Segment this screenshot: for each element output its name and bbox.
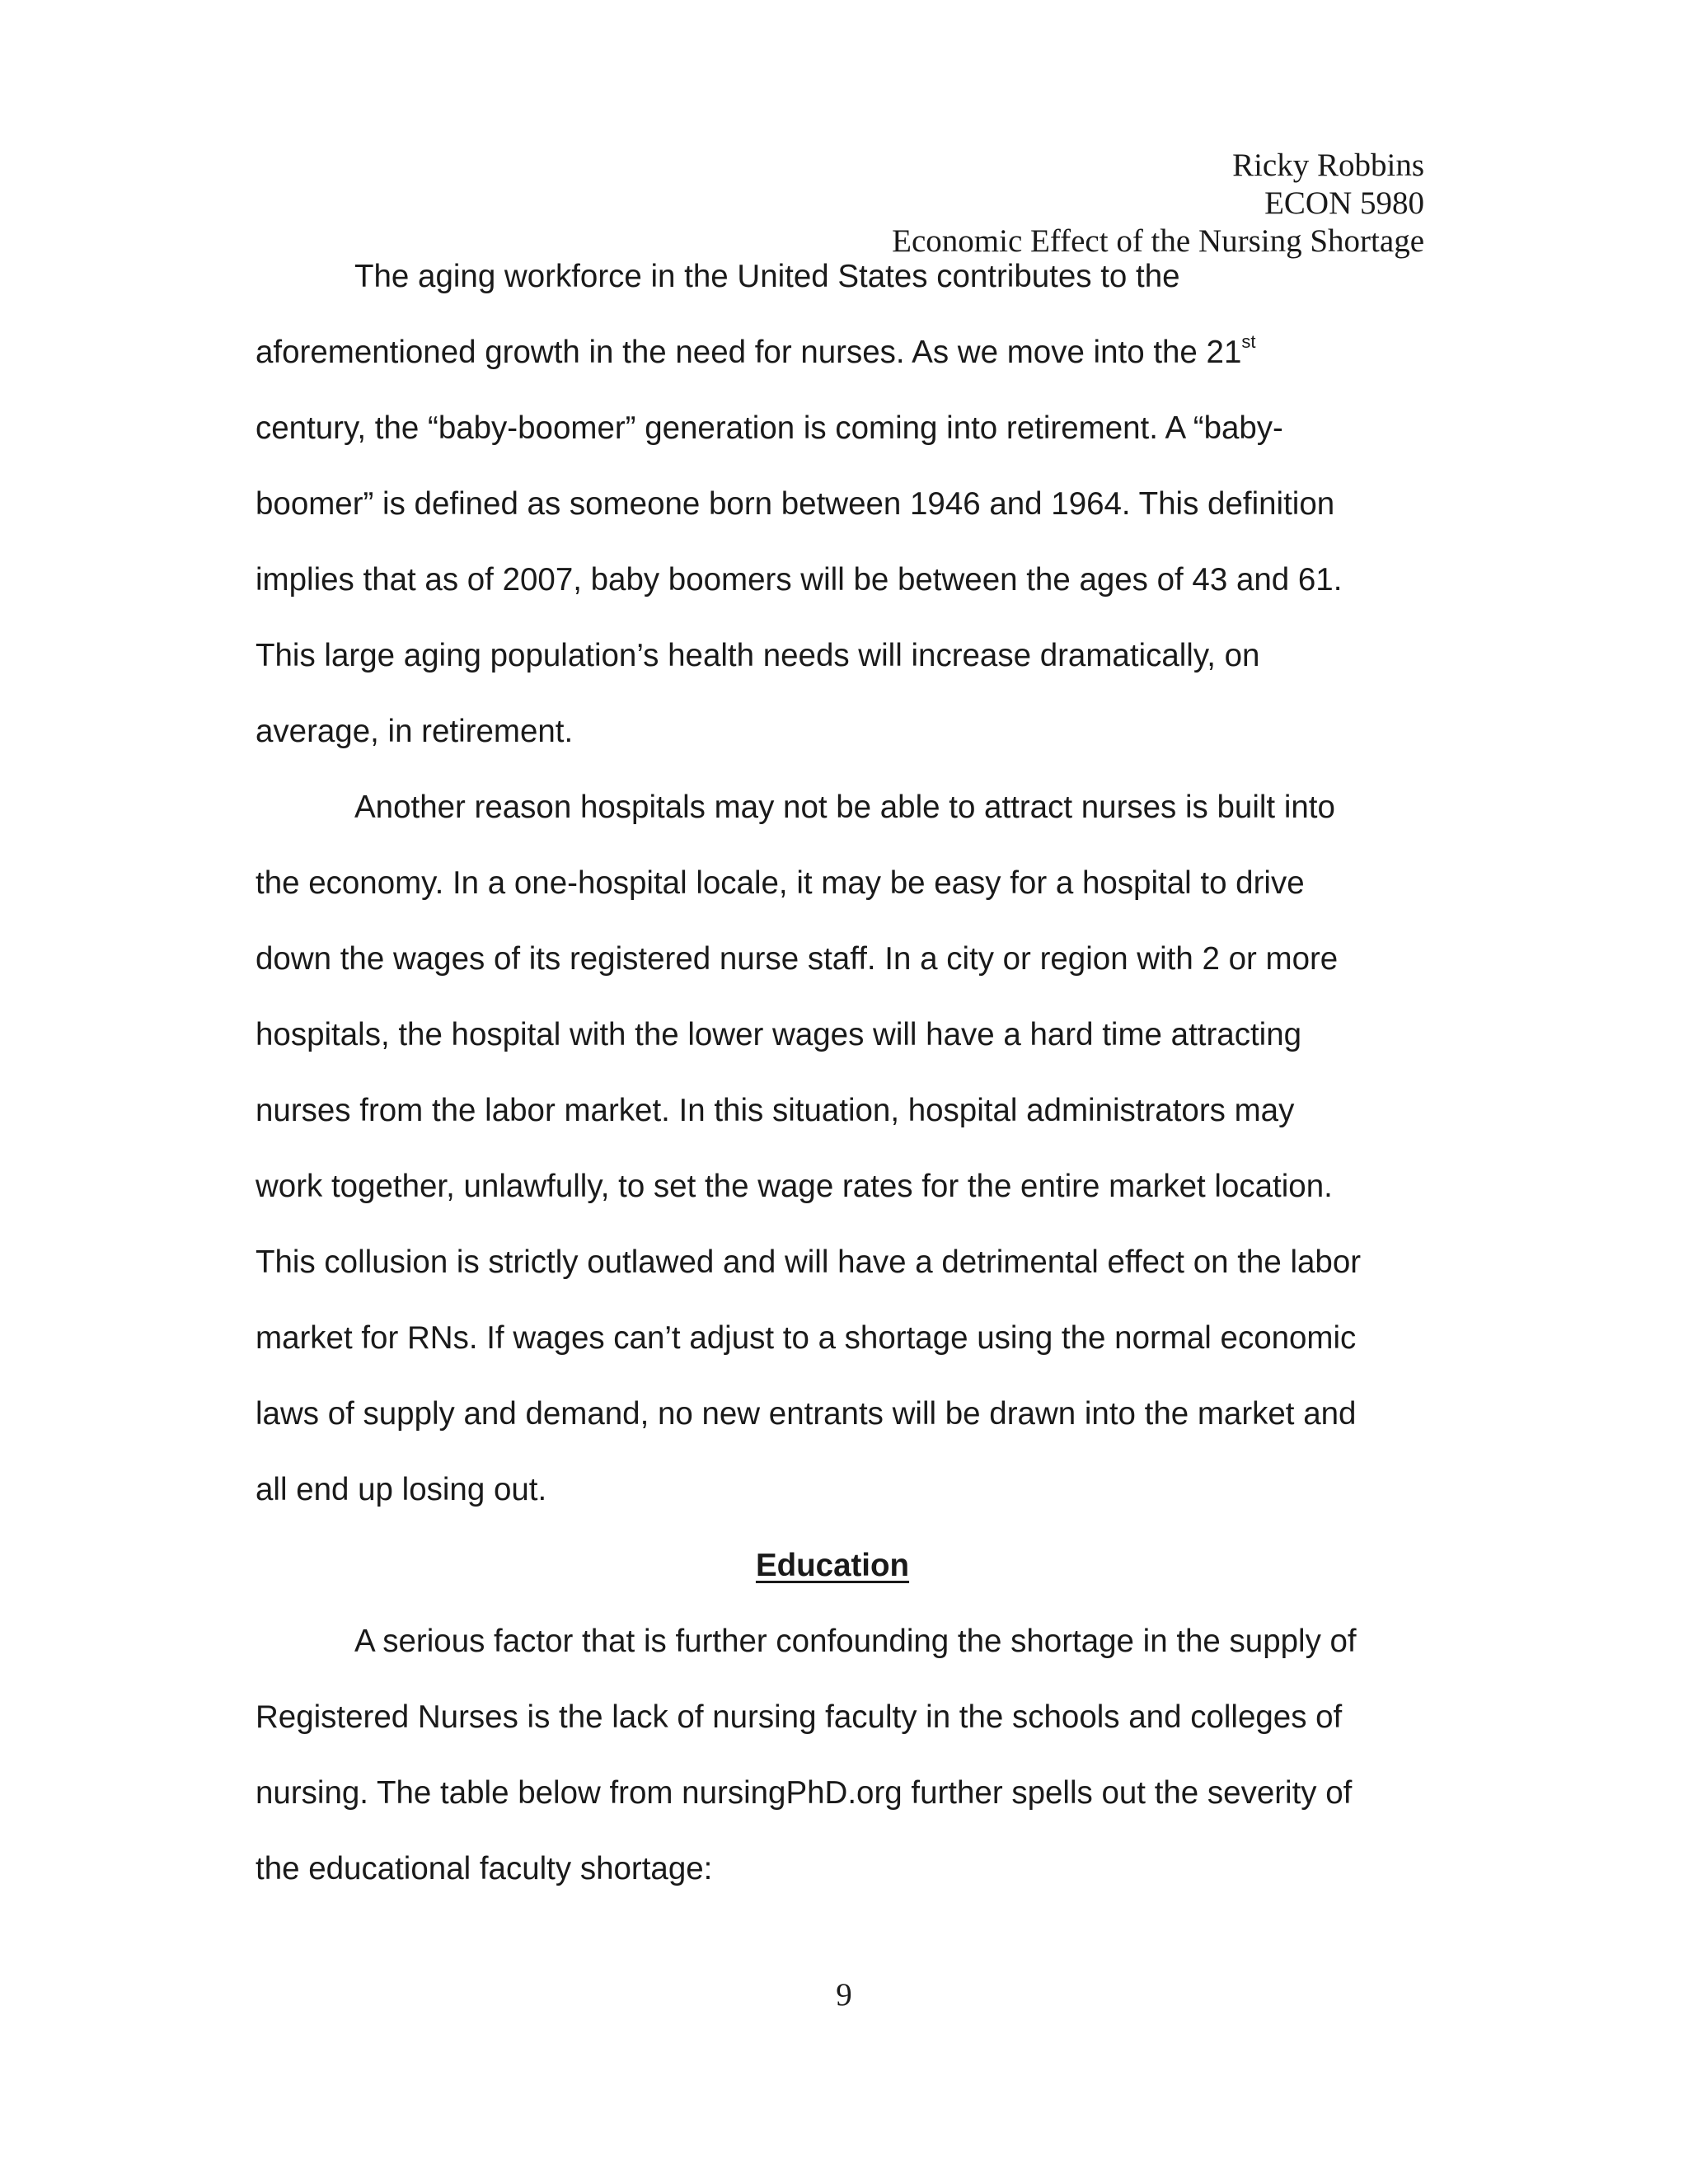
- paragraph-1-line-5: implies that as of 2007, baby boomers will be between the ages of 43 and 61.: [256, 562, 1343, 598]
- page-number: 9: [836, 1977, 852, 2013]
- paragraph-1-line-2-text: aforementioned growth in the need for nurses. As we move into the 21: [256, 335, 1242, 370]
- header-author: Ricky Robbins: [1232, 148, 1424, 183]
- paragraph-3-line-3: nursing. The table below from nursingPhD.org further spells out the severity of: [256, 1775, 1353, 1811]
- paragraph-2-line-7: This collusion is strictly outlawed and will have a detrimental effect on the labor: [256, 1244, 1362, 1280]
- paragraph-2-line-9: laws of supply and demand, no new entrants will be drawn into the market and: [256, 1396, 1357, 1432]
- paragraph-1-line-6: This large aging population’s health needs will increase dramatically, on: [256, 638, 1260, 673]
- paragraph-2-line-8: market for RNs. If wages can’t adjust to a shortage using the normal economic: [256, 1320, 1357, 1356]
- paragraph-2-line-6: work together, unlawfully, to set the wage rates for the entire market location.: [256, 1169, 1333, 1204]
- header-course: ECON 5980: [1264, 185, 1424, 221]
- running-header: [892, 147, 1424, 260]
- paragraph-2-line-10: all end up losing out.: [256, 1472, 547, 1507]
- paragraph-2-line-3: down the wages of its registered nurse staff. In a city or region with 2 or more: [256, 941, 1339, 977]
- paragraph-1-line-1: The aging workforce in the United States contributes to the: [354, 259, 1180, 294]
- paragraph-2-line-5: nurses from the labor market. In this situation, hospital administrators may: [256, 1093, 1295, 1128]
- paragraph-1-line-3: century, the “baby-boomer” generation is coming into retirement. A “baby-: [256, 410, 1283, 446]
- paragraph-3-line-2: Registered Nurses is the lack of nursing faculty in the schools and colleges of: [256, 1699, 1343, 1735]
- paragraph-1-line-7: average, in retirement.: [256, 714, 574, 749]
- section-heading-education: Education: [755, 1548, 910, 1583]
- paragraph-3-line-4: the educational faculty shortage:: [256, 1851, 713, 1886]
- paragraph-2-line-4: hospitals, the hospital with the lower wages will have a hard time attracting: [256, 1017, 1302, 1052]
- ordinal-superscript: st: [1241, 331, 1256, 352]
- header-title: Economic Effect of the Nursing Shortage: [892, 223, 1424, 259]
- paragraph-1-line-2: [256, 331, 1256, 371]
- paragraph-2-line-1: Another reason hospitals may not be able to attract nurses is built into: [354, 790, 1335, 825]
- paragraph-2-line-2: the economy. In a one-hospital locale, it may be easy for a hospital to drive: [256, 865, 1305, 901]
- paragraph-1-line-4: boomer” is defined as someone born between 1946 and 1964. This definition: [256, 486, 1335, 522]
- paragraph-3-line-1: A serious factor that is further confounding the shortage in the supply of: [354, 1624, 1357, 1659]
